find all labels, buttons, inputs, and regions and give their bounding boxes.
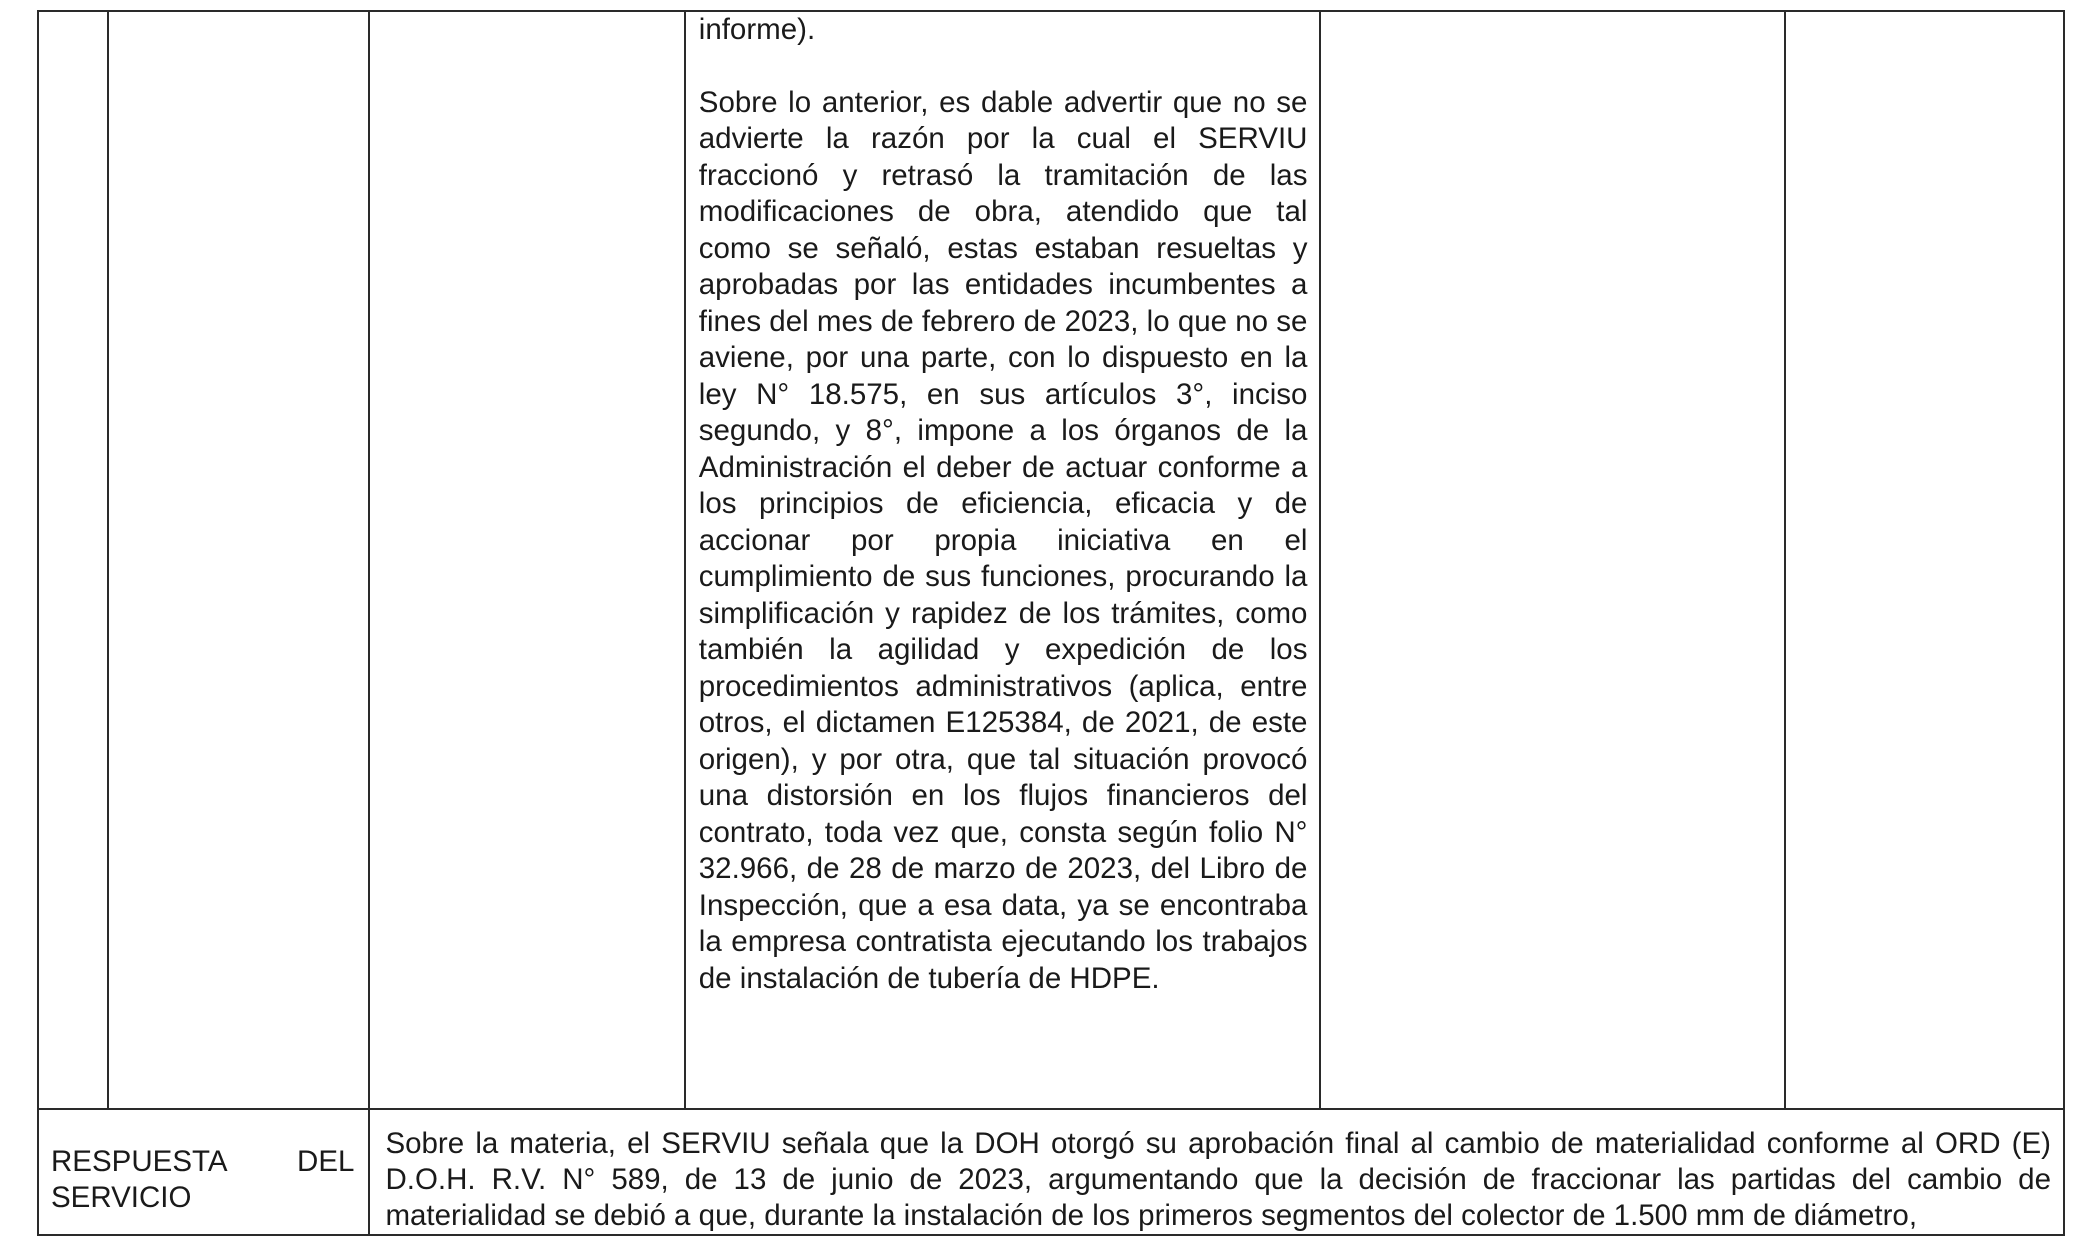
table-cell-item (108, 11, 370, 1109)
audit-table (37, 10, 2065, 1236)
response-label-word3: SERVICIO (51, 1181, 192, 1214)
response-label-word2: DEL (297, 1145, 355, 1178)
table-cell-action (1320, 11, 1784, 1109)
response-text: Sobre la materia, el SERVIU señala que la DOH otorgó su aprobación final al cambio de materialidad conforme al ORD (E) D.O.H. R.V. N° 589, de 13 de junio de 2023, argumentando que la decisión de fraccionar las partidas del cambio de materialidad se debió a que, durante la instalación de los primeros segmentos del colector de 1.500 mm de diámetro, (385, 1127, 2051, 1232)
response-label-word1: RESPUESTA (51, 1145, 228, 1178)
response-label-cell (38, 1109, 369, 1235)
table-cell-subitem (369, 11, 684, 1109)
table-row-response (38, 1109, 2064, 1235)
observation-paragraph: Sobre lo anterior, es dable advertir que no se advierte la razón por la cual el SERVIU fraccionó y retrasó la tramitación de las modificaciones de obra, atendido que tal como se señaló, estas estaban resueltas y aprobadas por las entidades incumbentes a fines del mes de febrero de 2023, lo que no se aviene, por una parte, con lo dispuesto en la ley N° 18.575, en sus artículos 3°, inciso segundo, y 8°, impone a los órganos de la Administración el deber de actuar conforme a los principios de eficiencia, eficacia y de accionar por propia iniciativa en el cumplimiento de sus funciones, procurando la simplificación y rapidez de los trámites, como también la agilidad y expedición de los procedimientos administrativos (aplica, entre otros, el dictamen E125384, de 2021, de este origen), y por otra, que tal situación provocó una distorsión en los flujos financieros del contrato, toda vez que, consta según folio N° 32.966, de 28 de marzo de 2023, del Libro de Inspección, que a esa data, ya se encontraba la empresa contratista ejecutando los trabajos de instalación de tubería de HDPE. (698, 85, 1308, 995)
table-row (38, 11, 2064, 1109)
table-cell-observation (685, 11, 1321, 1109)
table-cell-deadline (1785, 11, 2064, 1109)
observation-continuation: informe). (698, 13, 816, 46)
response-text-cell (369, 1109, 2064, 1235)
table-cell-number (38, 11, 108, 1109)
